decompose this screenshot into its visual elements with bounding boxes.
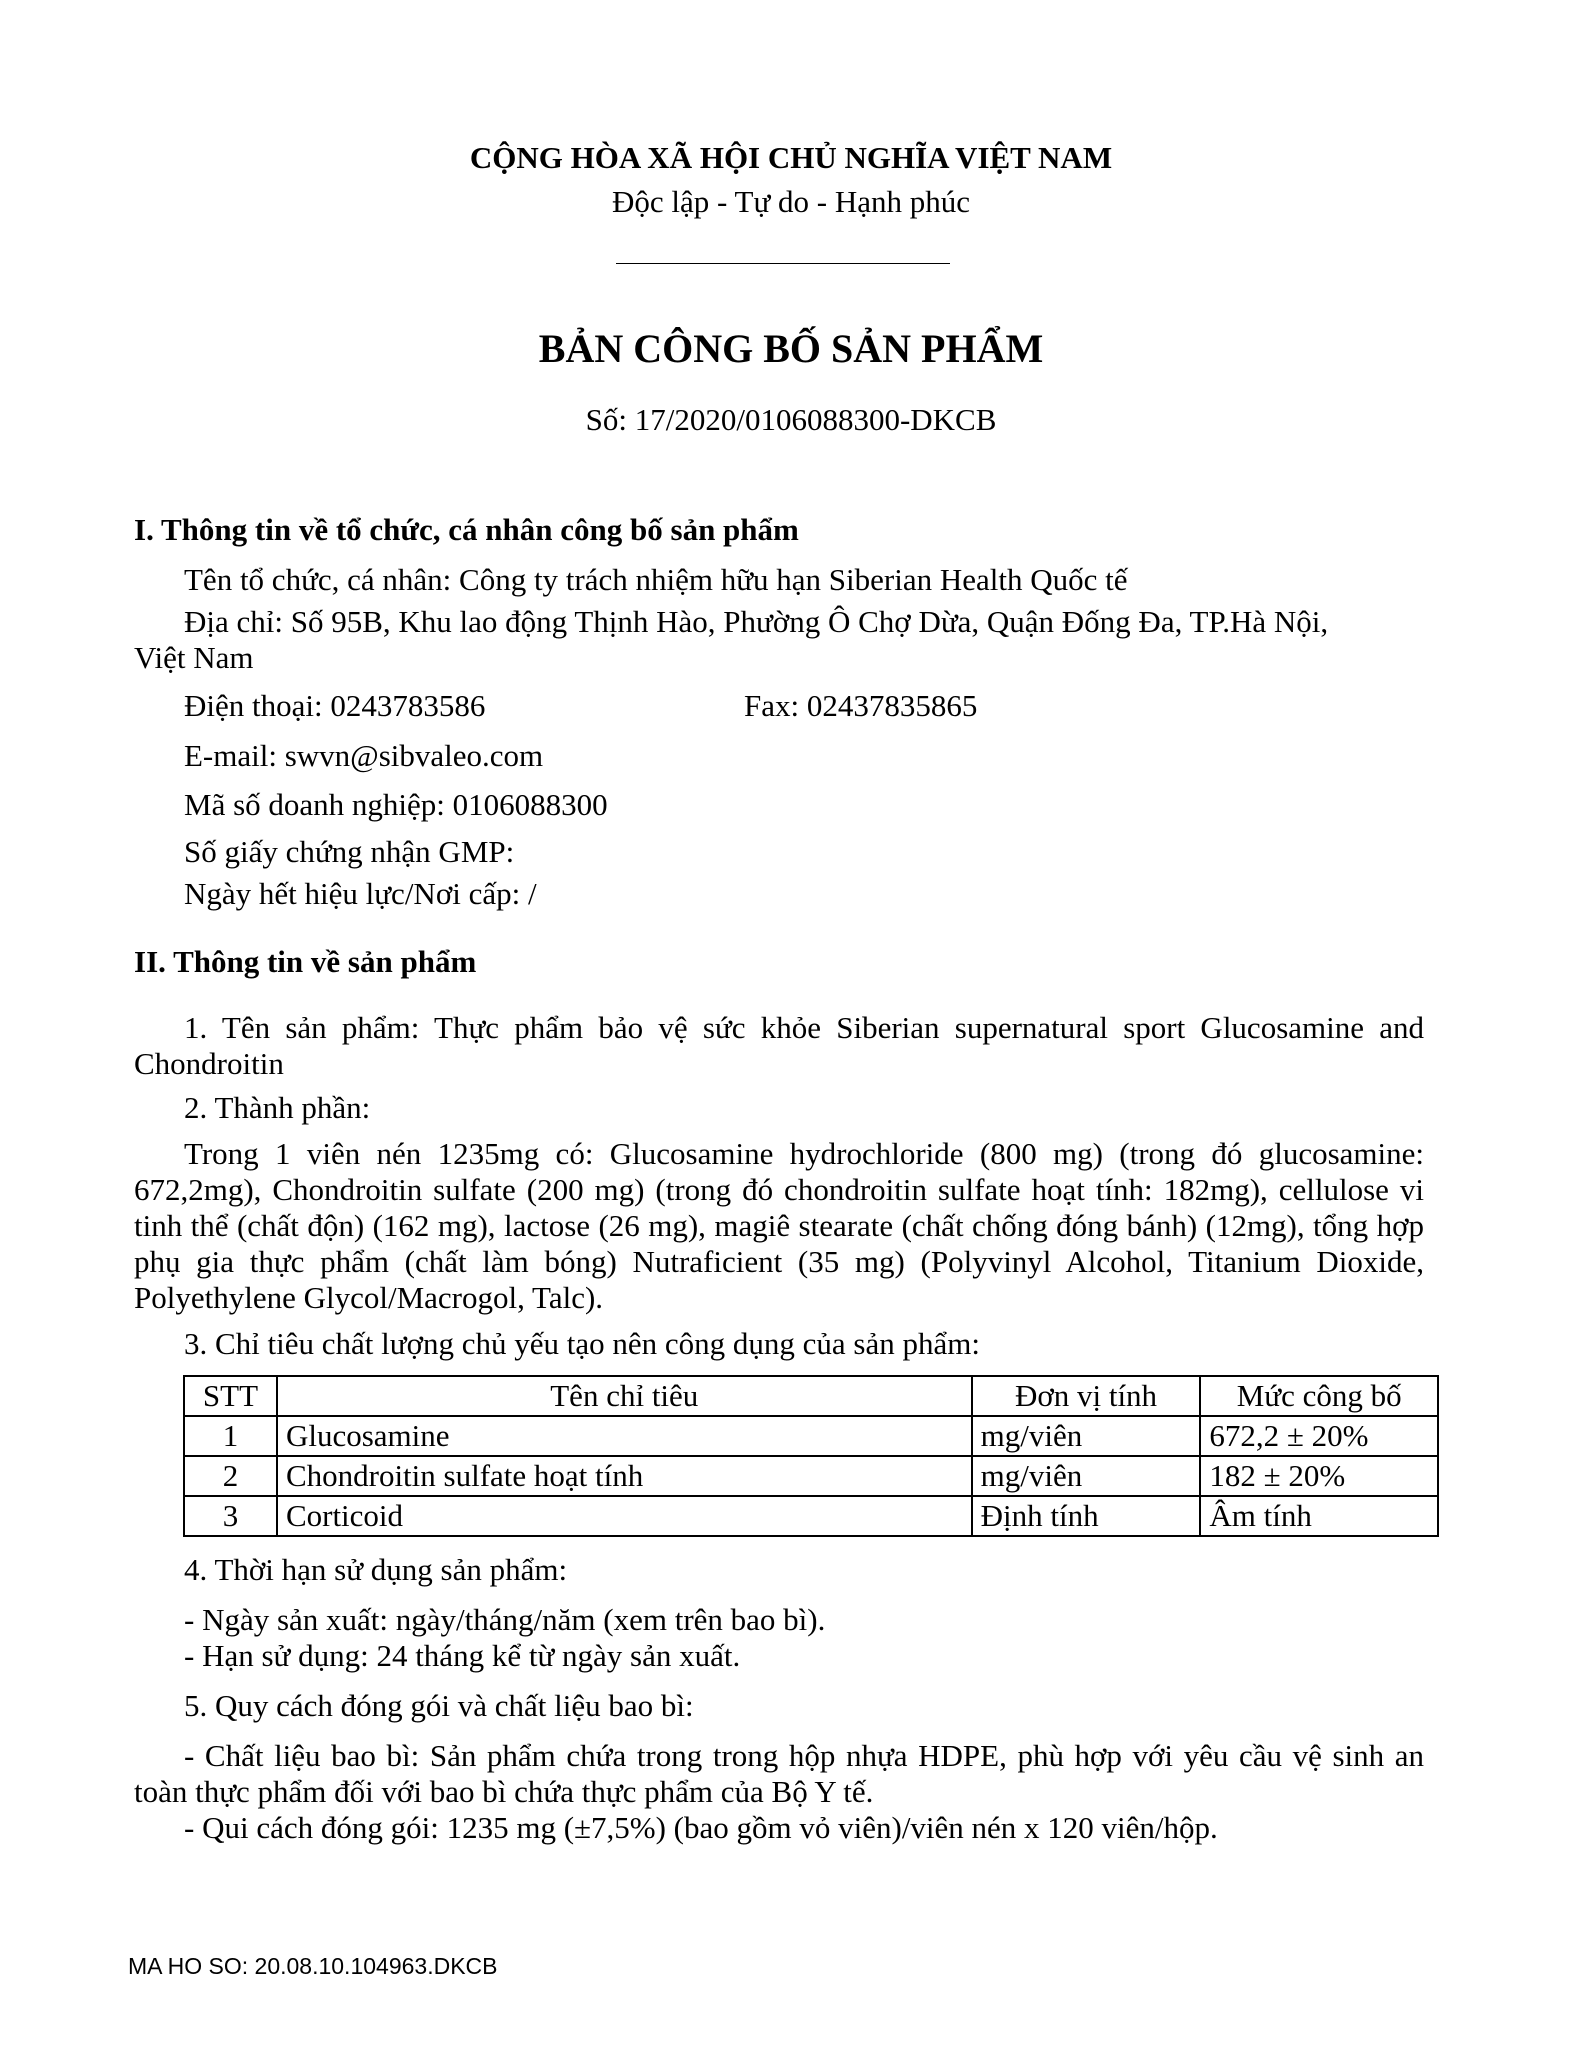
- table-row: [184, 1456, 1438, 1496]
- cell-stt: 1: [184, 1416, 277, 1456]
- production-date: - Ngày sản xuất: ngày/tháng/năm (xem trên bao bì).: [184, 1602, 826, 1637]
- expiry-issuer: Ngày hết hiệu lực/Nơi cấp: /: [184, 876, 537, 911]
- header-stt: STT: [184, 1376, 277, 1416]
- quality-criteria-title: 3. Chỉ tiêu chất lượng chủ yếu tạo nên công dụng của sản phẩm:: [184, 1326, 980, 1361]
- ingredients-title: 2. Thành phần:: [184, 1090, 371, 1125]
- header-unit: Đơn vị tính: [972, 1376, 1201, 1416]
- cell-declared-level: Âm tính: [1200, 1496, 1438, 1536]
- document-number: Số: 17/2020/0106088300-DKCB: [585, 402, 997, 437]
- header-declared-level: Mức công bố: [1200, 1376, 1438, 1416]
- packaging-material: - Chất liệu bao bì: Sản phẩm chứa trong trong hộp nhựa HDPE, phù hợp với yêu cầu vệ sinh an toàn thực phẩm đối với bao bì chứa thực phẩm của Bộ Y tế.: [134, 1738, 1424, 1809]
- cell-unit: Định tính: [972, 1496, 1201, 1536]
- expiry-date: - Hạn sử dụng: 24 tháng kể từ ngày sản xuất.: [184, 1638, 741, 1673]
- cell-criteria-name: Corticoid: [277, 1496, 972, 1536]
- document-title: BẢN CÔNG BỐ SẢN PHẨM: [538, 326, 1044, 371]
- product-name: 1. Tên sản phẩm: Thực phẩm bảo vệ sức khỏe Siberian supernatural sport Glucosamine and Chondroitin: [134, 1010, 1424, 1081]
- table-row: [184, 1496, 1438, 1536]
- address-line-2: Việt Nam: [134, 640, 254, 675]
- cell-stt: 2: [184, 1456, 277, 1496]
- cell-declared-level: 182 ± 20%: [1200, 1456, 1438, 1496]
- section-2-heading: II. Thông tin về sản phẩm: [134, 944, 477, 979]
- ingredients-text: Trong 1 viên nén 1235mg có: Glucosamine hydrochloride (800 mg) (trong đó glucosamine: 672,2mg), Chondroitin sulfate (200 mg) (trong đó chondroitin sulfate hoạt tính: 182mg), cellulose vi tinh thể (chất độn) (162 mg), lactose (26 mg), magiê stearate (chất chống đóng bánh) (12mg), tổng hợp phụ gia thực phẩm (chất làm bóng) Nutraficient (35 mg) (Polyvinyl Alcohol, Titanium Dioxide, Polyethylene Glycol/Macrogol, Talc).: [134, 1136, 1424, 1315]
- section-1-heading: I. Thông tin về tổ chức, cá nhân công bố sản phẩm: [134, 512, 799, 547]
- cell-criteria-name: Glucosamine: [277, 1416, 972, 1456]
- packaging-specification: - Qui cách đóng gói: 1235 mg (±7,5%) (bao gồm vỏ viên)/viên nén x 120 viên/hộp.: [184, 1810, 1218, 1845]
- phone: Điện thoại: 0243783586: [184, 688, 486, 723]
- gmp-certificate: Số giấy chứng nhận GMP:: [184, 834, 515, 869]
- packaging-title: 5. Quy cách đóng gói và chất liệu bao bì:: [184, 1688, 694, 1723]
- shelf-life-title: 4. Thời hạn sử dụng sản phẩm:: [184, 1552, 568, 1587]
- cell-stt: 3: [184, 1496, 277, 1536]
- motto: Độc lập - Tự do - Hạnh phúc: [612, 184, 970, 219]
- dossier-code: MA HO SO: 20.08.10.104963.DKCB: [128, 1953, 498, 1979]
- nation-header: CỘNG HÒA XÃ HỘI CHỦ NGHĨA VIỆT NAM: [469, 140, 1113, 175]
- tax-code: Mã số doanh nghiệp: 0106088300: [184, 787, 608, 822]
- cell-criteria-name: Chondroitin sulfate hoạt tính: [277, 1456, 972, 1496]
- header-divider: [616, 263, 950, 264]
- quality-criteria-table: [183, 1375, 1439, 1537]
- table-header-row: [184, 1376, 1438, 1416]
- cell-unit: mg/viên: [972, 1456, 1201, 1496]
- header-criteria-name: Tên chỉ tiêu: [277, 1376, 972, 1416]
- table-row: [184, 1416, 1438, 1456]
- cell-declared-level: 672,2 ± 20%: [1200, 1416, 1438, 1456]
- cell-unit: mg/viên: [972, 1416, 1201, 1456]
- fax: Fax: 02437835865: [744, 688, 978, 723]
- org-name: Tên tổ chức, cá nhân: Công ty trách nhiệm hữu hạn Siberian Health Quốc tế: [184, 562, 1128, 597]
- email: E-mail: swvn@sibvaleo.com: [184, 738, 544, 773]
- address-line-1: Địa chỉ: Số 95B, Khu lao động Thịnh Hào, Phường Ô Chợ Dừa, Quận Đống Đa, TP.Hà Nội,: [184, 604, 1329, 639]
